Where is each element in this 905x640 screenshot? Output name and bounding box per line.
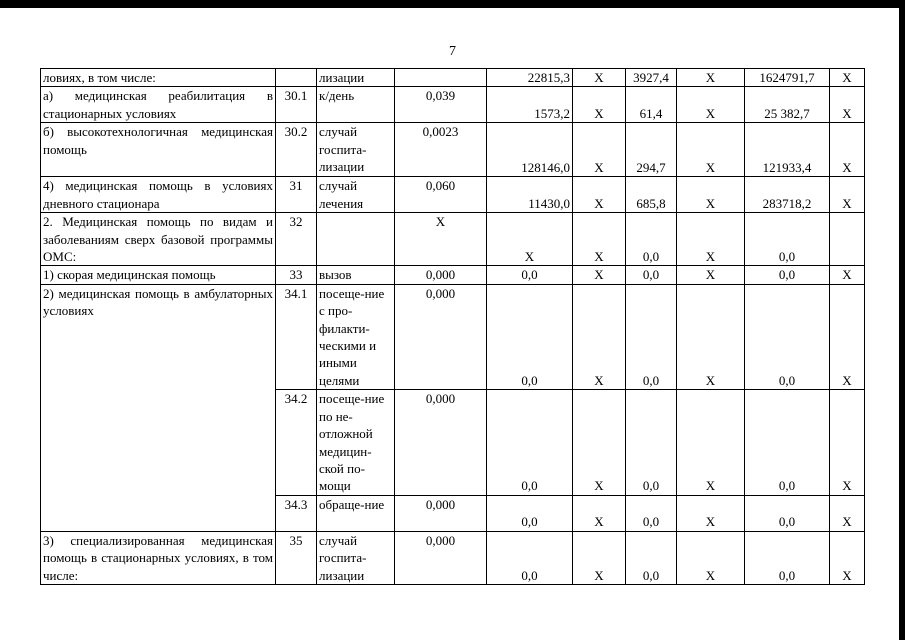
row-value-3: 0,0 (745, 390, 830, 495)
row-number: 31 (276, 177, 317, 213)
row-value-3: 121933,4 (745, 123, 830, 177)
row-number: 30.1 (276, 87, 317, 123)
row-mark-3 (830, 213, 865, 266)
scan-right-edge (899, 0, 905, 640)
table-row (41, 69, 865, 87)
row-norm: 0,060 (395, 177, 487, 213)
row-value-3: 0,0 (745, 531, 830, 584)
row-value-3: 0,0 (745, 213, 830, 266)
scan-top-edge (0, 0, 905, 8)
table-row (41, 177, 865, 213)
row-norm: 0,000 (395, 284, 487, 389)
row-value-2: 685,8 (626, 177, 677, 213)
row-value-1: 11430,0 (487, 177, 573, 213)
row-mark-1: X (573, 284, 626, 389)
row-number (276, 69, 317, 87)
row-mark-1: X (573, 177, 626, 213)
row-mark-2: X (677, 284, 745, 389)
row-unit: к/день (317, 87, 395, 123)
row-value-1: 128146,0 (487, 123, 573, 177)
row-value-2: 0,0 (626, 213, 677, 266)
row-name: 2. Медицинская помощь по видам и заболеваниям сверх базовой программы ОМС: (41, 213, 276, 266)
row-value-2: 0,0 (626, 390, 677, 495)
row-unit: случай госпита-лизации (317, 531, 395, 584)
row-unit: вызов (317, 266, 395, 284)
row-unit: случай госпита-лизации (317, 123, 395, 177)
row-name: 2) медицинская помощь в амбулаторных условиях (41, 284, 276, 531)
row-value-3: 0,0 (745, 284, 830, 389)
row-number: 35 (276, 531, 317, 584)
row-mark-3: X (830, 495, 865, 531)
row-mark-2: X (677, 69, 745, 87)
row-mark-1: X (573, 531, 626, 584)
row-unit (317, 213, 395, 266)
row-value-1: X (487, 213, 573, 266)
page-number: 7 (449, 44, 456, 59)
row-number: 30.2 (276, 123, 317, 177)
row-mark-3: X (830, 69, 865, 87)
row-value-2: 294,7 (626, 123, 677, 177)
table-row (41, 266, 865, 284)
row-unit: случай лечения (317, 177, 395, 213)
row-mark-2: X (677, 87, 745, 123)
row-value-3: 0,0 (745, 495, 830, 531)
row-value-2: 0,0 (626, 531, 677, 584)
row-value-2: 0,0 (626, 284, 677, 389)
row-norm: 0,000 (395, 390, 487, 495)
row-unit: посеще-ние с про-филакти-ческими и иными целями (317, 284, 395, 389)
row-unit: лизации (317, 69, 395, 87)
row-name: 4) медицинская помощь в условиях дневного стационара (41, 177, 276, 213)
row-value-1: 0,0 (487, 495, 573, 531)
table-row (41, 87, 865, 123)
row-mark-3: X (830, 531, 865, 584)
row-mark-2: X (677, 495, 745, 531)
row-mark-1: X (573, 69, 626, 87)
row-number: 34.2 (276, 390, 317, 495)
row-value-1: 22815,3 (487, 69, 573, 87)
row-unit: обраще-ние (317, 495, 395, 531)
row-mark-2: X (677, 266, 745, 284)
row-norm: 0,0023 (395, 123, 487, 177)
row-name: а) медицинская реабилитация в стационарных условиях (41, 87, 276, 123)
row-norm: 0,039 (395, 87, 487, 123)
row-mark-1: X (573, 87, 626, 123)
row-mark-3: X (830, 123, 865, 177)
row-mark-1: X (573, 390, 626, 495)
row-norm: 0,000 (395, 531, 487, 584)
row-mark-3: X (830, 266, 865, 284)
row-unit: посеще-ние по не-отложной медицин-ской по-мощи (317, 390, 395, 495)
row-value-2: 0,0 (626, 495, 677, 531)
row-norm: 0,000 (395, 495, 487, 531)
row-mark-2: X (677, 123, 745, 177)
row-value-1: 0,0 (487, 284, 573, 389)
row-mark-2: X (677, 177, 745, 213)
row-norm (395, 69, 487, 87)
row-number: 33 (276, 266, 317, 284)
row-value-1: 0,0 (487, 390, 573, 495)
row-mark-2: X (677, 531, 745, 584)
row-mark-1: X (573, 213, 626, 266)
row-name: б) высокотехнологичная медицинская помощь (41, 123, 276, 177)
row-norm: 0,000 (395, 266, 487, 284)
row-mark-1: X (573, 266, 626, 284)
row-mark-3: X (830, 87, 865, 123)
table-row (41, 213, 865, 266)
row-value-3: 283718,2 (745, 177, 830, 213)
row-value-1: 0,0 (487, 531, 573, 584)
row-name: ловиях, в том числе: (41, 69, 276, 87)
row-mark-2: X (677, 213, 745, 266)
row-mark-1: X (573, 123, 626, 177)
data-table (40, 68, 865, 585)
row-mark-3: X (830, 390, 865, 495)
row-number: 34.1 (276, 284, 317, 389)
row-value-3: 1624791,7 (745, 69, 830, 87)
row-mark-1: X (573, 495, 626, 531)
row-value-3: 25 382,7 (745, 87, 830, 123)
table-row (41, 123, 865, 177)
row-name: 1) скорая медицинская помощь (41, 266, 276, 284)
row-value-2: 61,4 (626, 87, 677, 123)
row-value-1: 0,0 (487, 266, 573, 284)
row-value-2: 0,0 (626, 266, 677, 284)
row-name: 3) специализированная медицинская помощь в стационарных условиях, в том числе: (41, 531, 276, 584)
row-number: 32 (276, 213, 317, 266)
row-number: 34.3 (276, 495, 317, 531)
row-value-3: 0,0 (745, 266, 830, 284)
row-value-1: 1573,2 (487, 87, 573, 123)
row-mark-3: X (830, 177, 865, 213)
row-mark-3: X (830, 284, 865, 389)
row-mark-2: X (677, 390, 745, 495)
table-row (41, 531, 865, 584)
row-norm: X (395, 213, 487, 266)
table-row (41, 284, 865, 389)
row-value-2: 3927,4 (626, 69, 677, 87)
